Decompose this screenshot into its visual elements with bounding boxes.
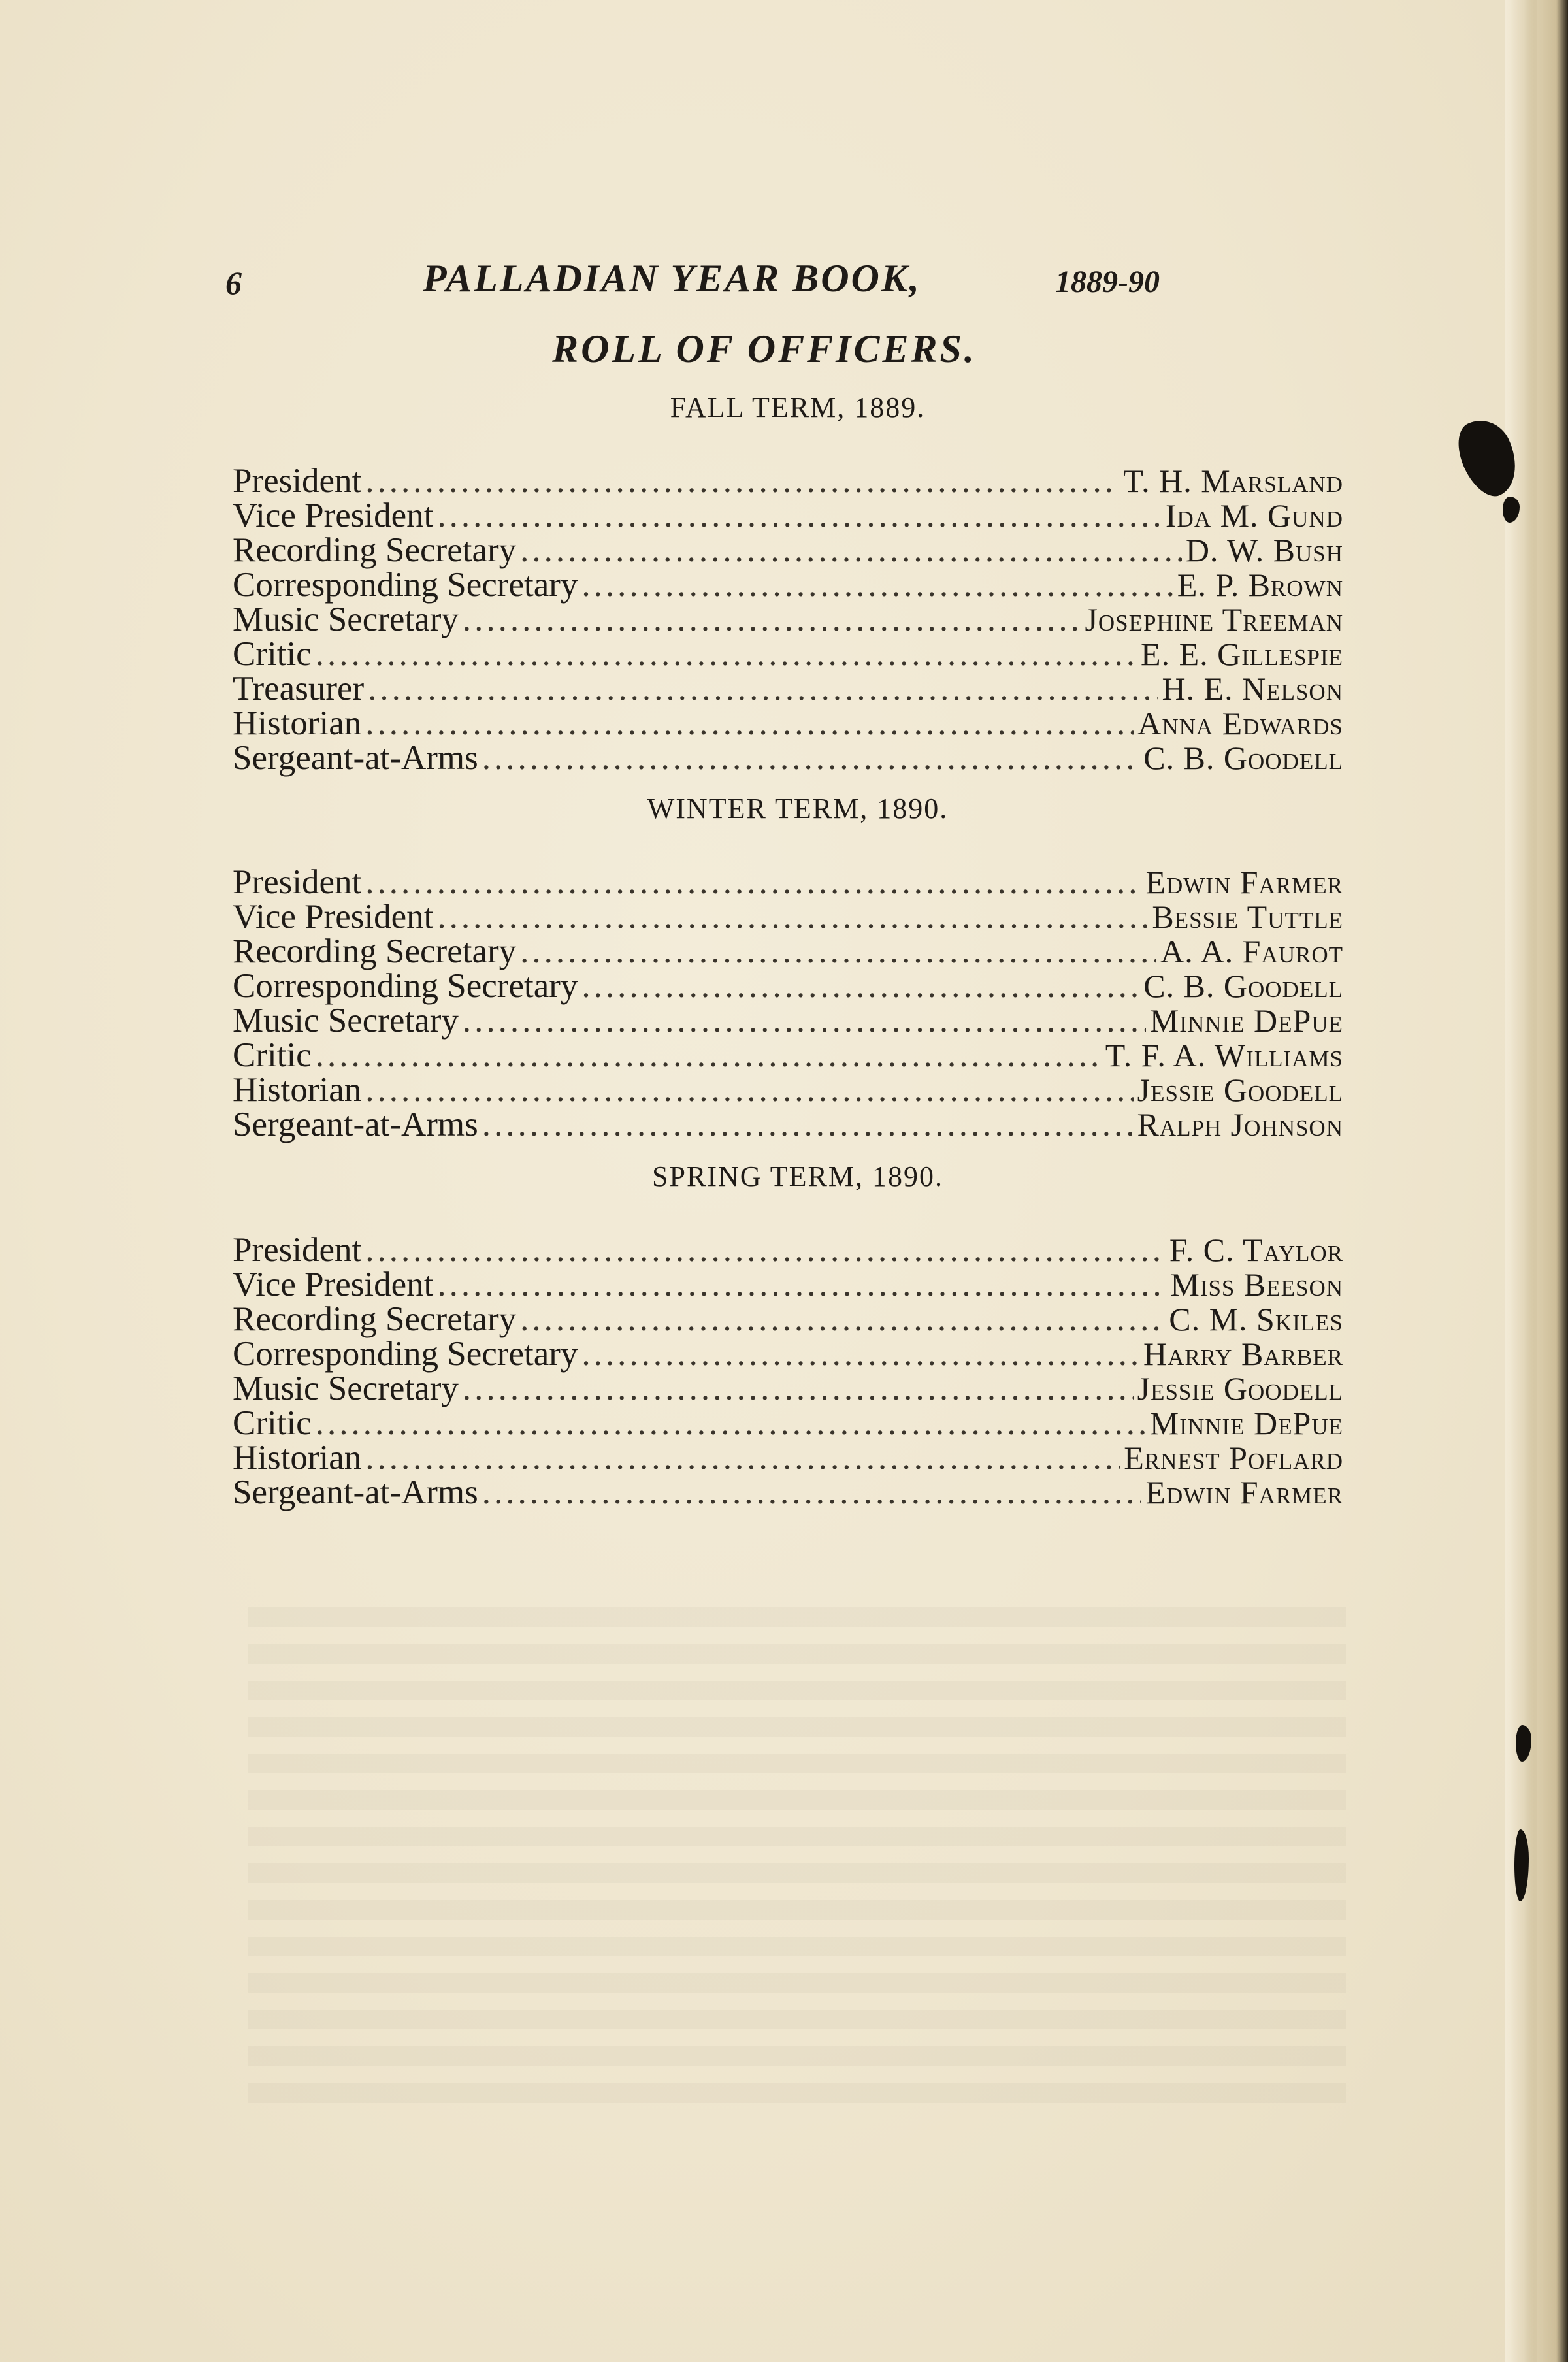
running-head	[225, 256, 1166, 308]
spring-term-section	[233, 1153, 1343, 1510]
office-title: Sergeant-at-Arms	[233, 1106, 478, 1143]
officer-name: Ida M. Gund	[1165, 497, 1343, 534]
office-title: Critic	[233, 635, 312, 673]
dot-leader	[365, 1073, 1133, 1107]
page-number: 6	[225, 265, 242, 301]
officer-row	[233, 1073, 1343, 1107]
dot-leader	[581, 969, 1139, 1004]
officer-name: Bessie Tuttle	[1152, 898, 1343, 935]
officer-row	[233, 499, 1343, 533]
dot-leader	[463, 1371, 1134, 1406]
office-title: Historian	[233, 1439, 362, 1477]
dot-leader	[463, 602, 1081, 637]
officer-name: A. A. Faurot	[1160, 933, 1343, 970]
officer-row	[233, 1302, 1343, 1337]
dot-leader	[437, 900, 1148, 934]
officer-name: E. E. Gillespie	[1141, 636, 1343, 672]
book-title: PALLADIAN YEAR BOOK,	[423, 257, 921, 300]
officer-name: F. C. Taylor	[1169, 1232, 1343, 1268]
office-title: Treasurer	[233, 670, 365, 708]
dot-leader	[365, 1233, 1166, 1268]
term-heading	[233, 384, 1343, 431]
officer-row	[233, 706, 1343, 741]
officer-row	[233, 934, 1343, 969]
officer-row	[233, 672, 1343, 706]
office-title: Music Secretary	[233, 1370, 459, 1407]
officer-row	[233, 637, 1343, 672]
officer-list	[233, 865, 1343, 1142]
officer-name: C. B. Goodell	[1143, 740, 1343, 776]
dot-leader	[437, 1268, 1166, 1302]
dot-leader	[316, 1038, 1102, 1073]
office-title: Recording Secretary	[233, 1300, 517, 1338]
office-title: Corresponding Secretary	[233, 1335, 578, 1373]
fall-term-section	[233, 384, 1343, 776]
officer-row	[233, 1107, 1343, 1142]
office-title: Corresponding Secretary	[233, 566, 578, 604]
dot-leader	[482, 1475, 1142, 1510]
bleed-through-text	[248, 1607, 1346, 2104]
officer-name: Ernest Poflard	[1124, 1439, 1343, 1476]
officer-row	[233, 1441, 1343, 1475]
officer-row	[233, 1337, 1343, 1371]
dot-leader	[463, 1004, 1146, 1038]
officer-name: E. P. Brown	[1177, 566, 1343, 603]
dot-leader	[368, 672, 1158, 706]
book-year: 1889-90	[1055, 265, 1160, 299]
officer-name: Anna Edwards	[1137, 705, 1343, 742]
dot-leader	[581, 1337, 1139, 1371]
roll-of-officers-title: ROLL OF OFFICERS.	[552, 327, 977, 370]
office-title: President	[233, 1231, 362, 1269]
dot-leader	[316, 1406, 1146, 1441]
officer-name: D. W. Bush	[1185, 532, 1343, 568]
officer-list	[233, 464, 1343, 776]
officer-name: Jessie Goodell	[1137, 1370, 1343, 1407]
officer-name: T. F. A. Williams	[1105, 1037, 1343, 1074]
winter-term-section	[233, 785, 1343, 1142]
office-title: Sergeant-at-Arms	[233, 739, 478, 777]
officer-row	[233, 533, 1343, 568]
dot-leader	[437, 499, 1162, 533]
office-title: Recording Secretary	[233, 531, 517, 569]
officer-row	[233, 741, 1343, 776]
dot-leader	[520, 1302, 1165, 1337]
officer-name: Miss Beeson	[1170, 1266, 1343, 1303]
office-title: Sergeant-at-Arms	[233, 1473, 478, 1511]
dot-leader	[316, 637, 1137, 672]
dot-leader	[365, 1441, 1120, 1475]
officer-name: Minnie DePue	[1149, 1405, 1343, 1441]
officer-name: Edwin Farmer	[1145, 864, 1343, 900]
officer-row	[233, 602, 1343, 637]
office-title: Music Secretary	[233, 1002, 459, 1040]
term-heading	[233, 1153, 1343, 1200]
officer-row	[233, 1268, 1343, 1302]
office-title: Critic	[233, 1404, 312, 1442]
dot-leader	[520, 533, 1182, 568]
term-heading-text: FALL TERM, 1889.	[670, 391, 926, 423]
officer-row	[233, 865, 1343, 900]
officer-name: Josephine Treeman	[1085, 601, 1343, 638]
officer-row	[233, 969, 1343, 1004]
officer-list	[233, 1233, 1343, 1510]
officer-row	[233, 1475, 1343, 1510]
office-title: Music Secretary	[233, 600, 459, 638]
office-title: President	[233, 863, 362, 901]
term-heading-text: SPRING TERM, 1890.	[652, 1160, 943, 1192]
officer-name: C. M. Skiles	[1169, 1301, 1343, 1337]
officer-name: Ralph Johnson	[1137, 1106, 1343, 1143]
office-title: Critic	[233, 1036, 312, 1074]
office-title: Recording Secretary	[233, 932, 517, 970]
office-title: Vice President	[233, 898, 434, 936]
officer-row	[233, 464, 1343, 499]
officer-name: Harry Barber	[1143, 1336, 1343, 1372]
dot-leader	[365, 464, 1119, 499]
officer-name: C. B. Goodell	[1143, 968, 1343, 1004]
office-title: Vice President	[233, 497, 434, 534]
officer-name: Jessie Goodell	[1137, 1072, 1343, 1108]
officer-row	[233, 1233, 1343, 1268]
officer-row	[233, 1406, 1343, 1441]
office-title: Corresponding Secretary	[233, 967, 578, 1005]
term-heading-text: WINTER TERM, 1890.	[647, 793, 949, 825]
dot-leader	[581, 568, 1173, 602]
officer-name: H. E. Nelson	[1162, 670, 1343, 707]
officer-row	[233, 1371, 1343, 1406]
binding-edge-shadow	[1509, 0, 1568, 2362]
office-title: Historian	[233, 704, 362, 742]
dot-leader	[365, 865, 1141, 900]
office-title: Historian	[233, 1071, 362, 1109]
officer-name: T. H. Marsland	[1123, 463, 1343, 499]
dot-leader	[365, 706, 1134, 741]
dot-leader	[482, 741, 1139, 776]
officer-name: Edwin Farmer	[1145, 1474, 1343, 1511]
officer-row	[233, 900, 1343, 934]
dot-leader	[520, 934, 1156, 969]
officer-row	[233, 1038, 1343, 1073]
officer-row	[233, 1004, 1343, 1038]
dot-leader	[482, 1107, 1134, 1142]
office-title: President	[233, 462, 362, 500]
office-title: Vice President	[233, 1266, 434, 1304]
officer-row	[233, 568, 1343, 602]
term-heading	[233, 785, 1343, 832]
officer-name: Minnie DePue	[1149, 1002, 1343, 1039]
